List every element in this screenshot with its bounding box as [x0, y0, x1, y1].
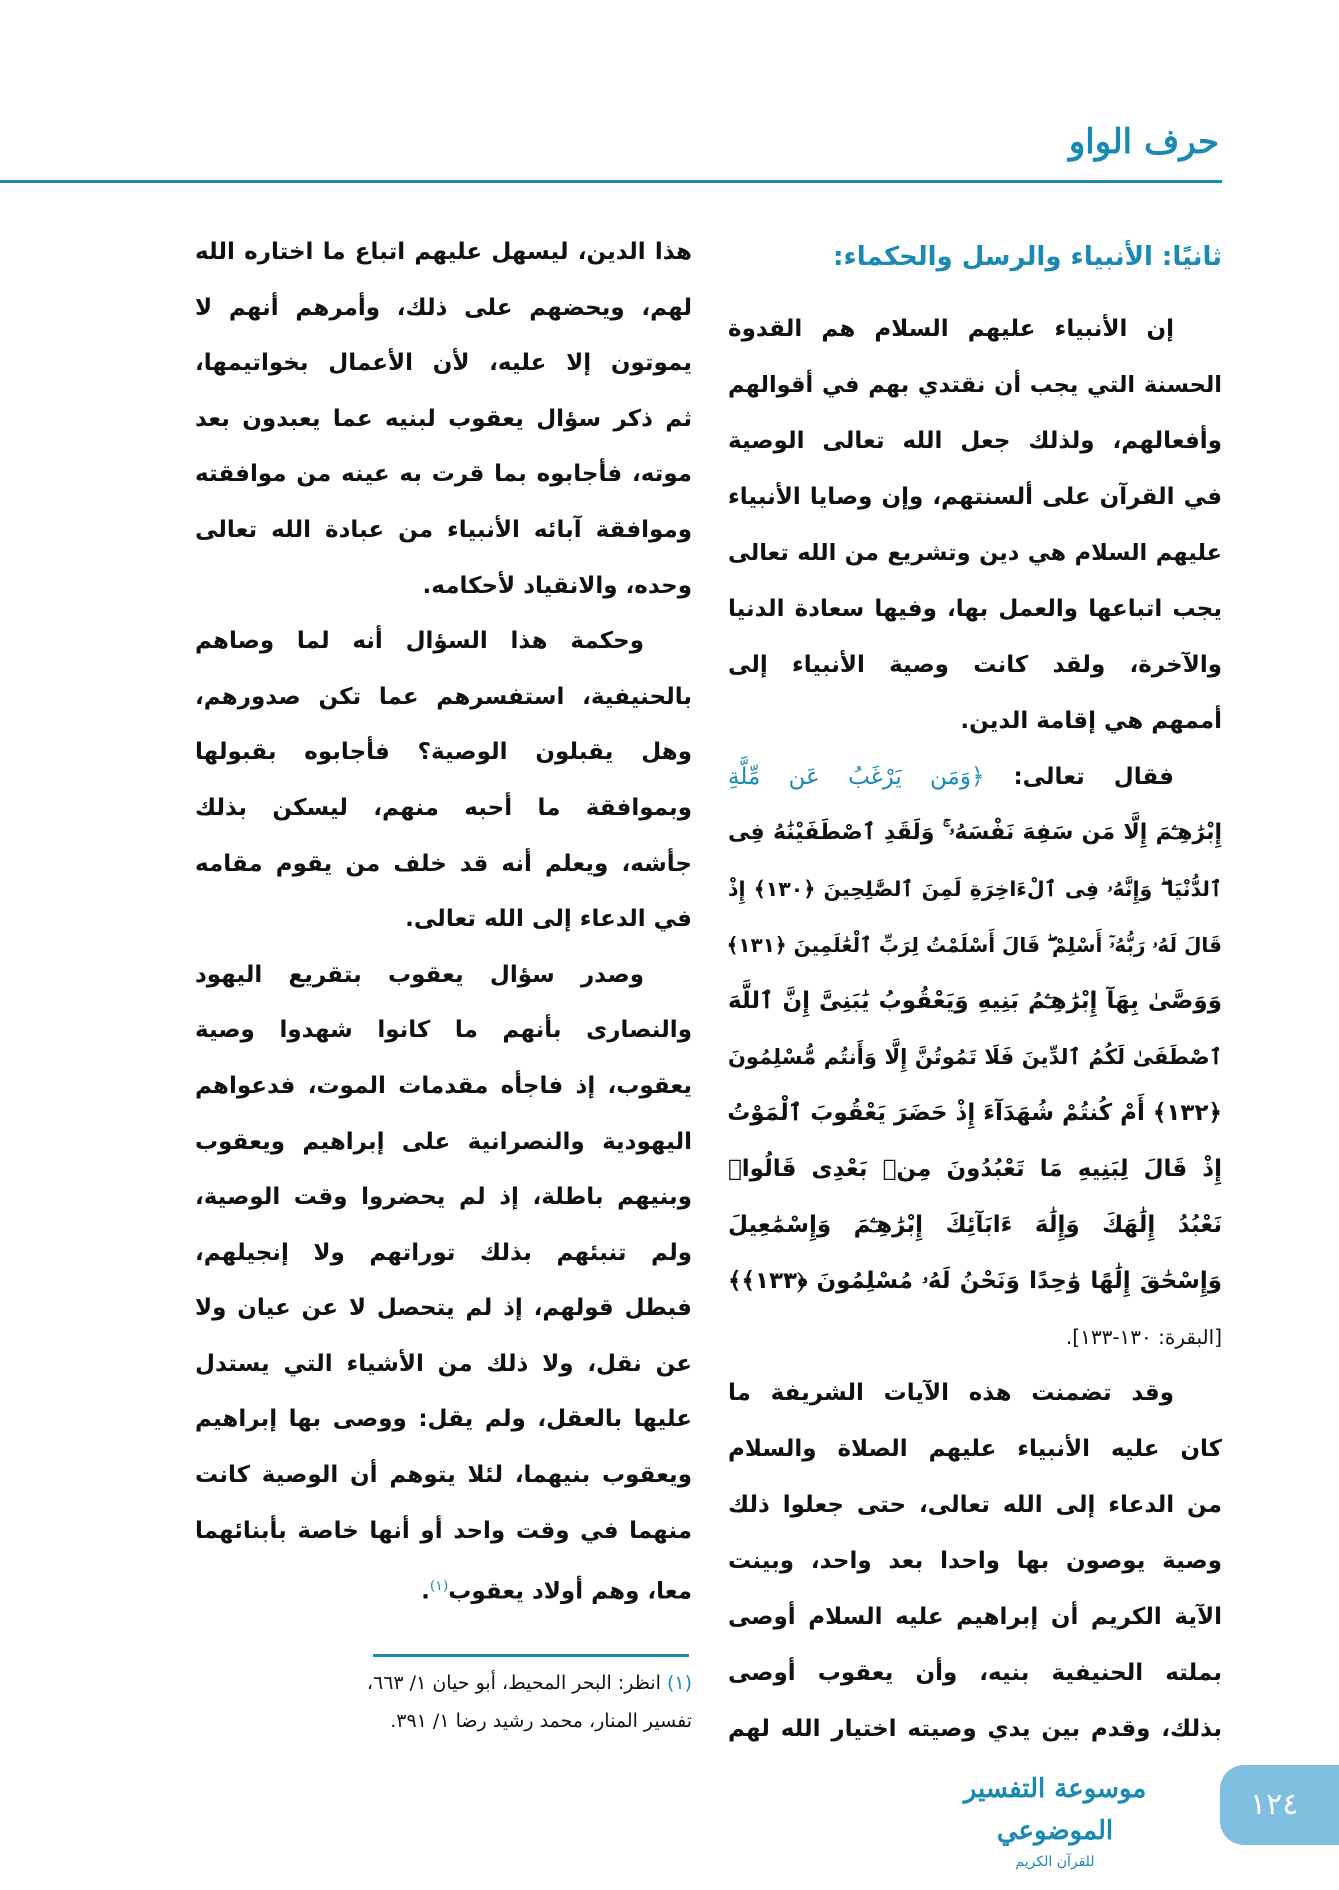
quran-intro: فقال تعالى:: [1013, 764, 1174, 790]
period: .: [421, 1578, 430, 1605]
series-logo: [930, 1768, 1180, 1870]
text-line: وهل يقبلون الوصية؟ فأجابوه بقبولها: [195, 739, 692, 766]
text-line: ثم ذكر سؤال يعقوب لبنيه عما يعبدون بعد: [195, 405, 692, 432]
quran-line: قَالَ لَهُۥ رَبُّهُۥٓ أَسْلِمْ ۖ قَالَ أَسْلَمْتُ لِرَبِّ ٱلْعَٰلَمِينَ ﴿١٣١﴾: [726, 933, 1222, 957]
text-line: كان عليه الأنبياء عليهم الصلاة والسلام: [728, 1436, 1222, 1462]
text-line: عليها بالعقل، ولم يقل: ووصى بها إبراهيم: [195, 1406, 692, 1433]
text-line: هذا الدين، ليسهل عليهم اتباع ما اختاره الله: [195, 239, 692, 265]
right-column: [728, 227, 1222, 1757]
text-line: ويعقوب بنيهما، لئلا يتوهم أن الوصية كانت: [195, 1462, 692, 1489]
logo-subtitle: للقرآن الكريم: [1015, 1854, 1095, 1870]
text-line: وحده، والانقياد لأحكامه.: [422, 572, 692, 599]
text-line: إن الأنبياء عليهم السلام هم القدوة: [728, 316, 1174, 342]
text-line: في القرآن على ألسنتهم، وإن وصايا الأنبياء: [728, 484, 1222, 510]
quran-line: ﴿١٣٢﴾ أَمْ كُنتُمْ شُهَدَآءَ إِذْ حَضَرَ يَعْقُوبَ ٱلْمَوْتُ: [727, 1100, 1222, 1126]
text-line: الحسنة التي يجب أن نقتدي بهم في أقوالهم: [728, 372, 1222, 398]
text-line: منهما في وقت واحد أو أنها خاصة بأبنائهما: [195, 1517, 692, 1544]
text-line: ولم تنبئهم بذلك توراتهم ولا إنجيلهم،: [195, 1239, 692, 1266]
quran-line: ٱصْطَفَىٰ لَكُمُ ٱلدِّينَ فَلَا تَمُوتُنَّ إِلَّا وَأَنتُم مُّسْلِمُونَ: [728, 1045, 1222, 1069]
quran-line: إِذْ قَالَ لِبَنِيهِ مَا تَعْبُدُونَ مِنۢ بَعْدِى قَالُوا۟: [728, 1156, 1222, 1182]
text-line: عليهم السلام هي دين وتشريع من الله تعالى: [728, 540, 1222, 566]
text-line: وقد تضمنت هذه الآيات الشريفة ما: [728, 1380, 1174, 1406]
text-line: في الدعاء إلى الله تعالى.: [405, 906, 692, 933]
text-line: موته، فأجابوه بما قرت به عينه من موافقته: [195, 461, 692, 488]
quran-verse-start: ﴿وَمَن يَرْغَبُ عَن مِّلَّةِ: [728, 764, 985, 790]
footnote-number: (١): [666, 1672, 692, 1694]
text-line: فبطل قولهم، إذ لم يتحصل لا عن عيان ولا: [195, 1295, 692, 1322]
text-line: وبنيهم باطلة، إذ لم يحضروا وقت الوصية،: [195, 1184, 692, 1211]
footnote: [195, 1664, 692, 1740]
logo-title: موسوعة التفسير الموضوعي: [963, 1774, 1147, 1846]
text-line: وصية يوصون بها واحدا بعد واحد، وبينت: [728, 1548, 1222, 1574]
footnote-divider: [373, 1654, 689, 1657]
footnote-line: انظر: البحر المحيط، أبو حيان ١/ ٦٦٣،: [366, 1672, 661, 1694]
text-line: وحكمة هذا السؤال أنه لما وصاهم: [195, 628, 644, 655]
text-line: عن نقل، ولا ذلك من الأشياء التي يستدل: [195, 1350, 692, 1377]
text-line: وموافقة آبائه الأنبياء من عبادة الله تعالى: [195, 516, 692, 543]
chapter-title: حرف الواو: [1068, 122, 1219, 162]
text-line: من الدعاء إلى الله تعالى، حتى جعلوا ذلك: [728, 1492, 1222, 1518]
text-line: [195, 1559, 692, 1615]
text-line: بالحنيفية، استفسرهم عما تكن صدورهم،: [195, 683, 692, 710]
verse-reference: [البقرة: ١٣٠-١٣٣].: [1065, 1325, 1222, 1349]
section-heading: ثانيًا: الأنبياء والرسل والحكماء:: [833, 242, 1222, 272]
text-line: جأشه، ويعلم أنه قد خلف من يقوم مقامه: [195, 850, 692, 877]
text-line: بملته الحنيفية بنيه، وأن يعقوب أوصى: [728, 1660, 1222, 1686]
page-number: ١٢٤: [1220, 1765, 1339, 1845]
text-line: وصدر سؤال يعقوب بتقريع اليهود: [195, 961, 644, 988]
footnote-ref[interactable]: (١): [429, 1578, 449, 1595]
text-line: بذلك، وقدم بين يدي وصيته اختيار الله لهم: [728, 1716, 1222, 1742]
text-line: والنصارى بأنهم ما كانوا شهدوا وصية: [195, 1017, 692, 1044]
text-line: اليهودية والنصرانية على إبراهيم ويعقوب: [195, 1128, 692, 1155]
text-line: يجب اتباعها والعمل بها، وفيها سعادة الدنيا: [728, 596, 1222, 622]
text-line: أممهم هي إقامة الدين.: [960, 708, 1222, 734]
left-column: [195, 225, 692, 1615]
quran-line: وَوَصَّىٰ بِهَآ إِبْرَٰهِـۧمُ بَنِيهِ وَيَعْقُوبُ يَٰبَنِىَّ إِنَّ ٱللَّهَ: [728, 988, 1222, 1014]
quran-line: نَعْبُدُ إِلَٰهَكَ وَإِلَٰهَ ءَابَآئِكَ إِبْرَٰهِـۧمَ وَإِسْمَٰعِيلَ: [728, 1212, 1222, 1238]
text-line: يعقوب، إذ فاجأه مقدمات الموت، فدعواهم: [195, 1072, 692, 1099]
text-line: الآية الكريم أن إبراهيم عليه السلام أوصى: [728, 1604, 1222, 1630]
footnote-line: تفسير المنار، محمد رشيد رضا ١/ ٣٩١.: [390, 1710, 692, 1732]
quran-line: إِبْرَٰهِـۧمَ إِلَّا مَن سَفِهَ نَفْسَهُۥ ۚ وَلَقَدِ ٱصْطَفَيْنَٰهُ فِى: [728, 820, 1222, 845]
quran-line: ٱلدُّنْيَا ۖ وَإِنَّهُۥ فِى ٱلْءَاخِرَةِ لَمِنَ ٱلصَّٰلِحِينَ ﴿١٣٠﴾ إِذْ: [728, 877, 1222, 901]
text: معا، وهم أولاد يعقوب: [448, 1578, 692, 1605]
quran-line: وَإِسْحَٰقَ إِلَٰهًا وَٰحِدًا وَنَحْنُ لَهُۥ مُسْلِمُونَ ﴿١٣٣﴾﴾: [728, 1268, 1222, 1294]
text-line: وبموافقة ما أحبه منهم، ليسكن بذلك: [195, 794, 692, 821]
text-line: لهم، ويحضهم على ذلك، وأمرهم أنهم لا: [195, 294, 692, 321]
text-line: وأفعالهم، ولذلك جعل الله تعالى الوصية: [728, 428, 1222, 454]
header-divider: [0, 180, 1222, 183]
text-line: يموتون إلا عليه، لأن الأعمال بخواتيمها،: [195, 350, 692, 377]
text-line: والآخرة، ولقد كانت وصية الأنبياء إلى: [728, 652, 1222, 678]
quran-intro-line: [728, 749, 1222, 805]
